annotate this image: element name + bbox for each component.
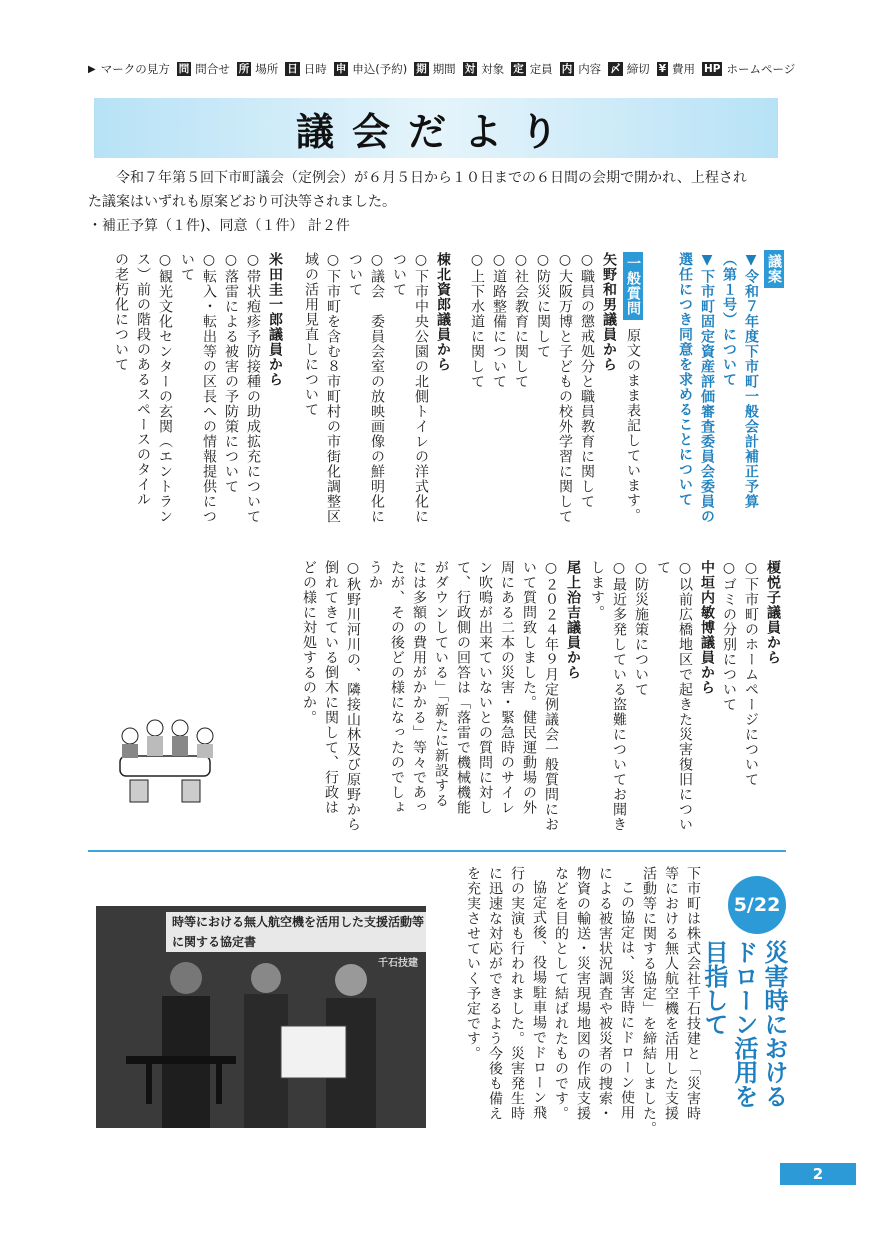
column (682, 866, 704, 1121)
question-item: ○下市中央公園の北側トイレの洋式化に (413, 252, 429, 524)
column (242, 252, 264, 524)
question-item: ○秋野川河川の、隣接山林及び原野から (345, 560, 361, 832)
question-item: ○上下水道に関して (469, 252, 485, 389)
section-divider (88, 850, 786, 852)
question-item: ○２０２４年９月定例議会一般質問にお (543, 560, 559, 832)
question-item: ○以前広橋地区で起きた災害復旧につい (677, 560, 693, 832)
headline-column (700, 940, 728, 1036)
question-item: ○防災に関して (535, 252, 551, 359)
meeting-illustration (100, 706, 230, 810)
column (110, 252, 132, 372)
column (220, 252, 242, 494)
headline: 目指して (700, 940, 728, 1036)
column (198, 252, 220, 524)
body-line: 協定式後、役場駐車場でドローン飛 (531, 880, 547, 1120)
legend-label: 期間 (432, 62, 456, 76)
title-band (94, 98, 778, 158)
legend-label: 申込(予約) (352, 62, 408, 76)
headline-column (730, 940, 758, 1108)
legend-label: 内容 (578, 62, 602, 76)
column (344, 252, 366, 297)
speaker-name: 矢野和男議員から (601, 252, 617, 372)
bill-title: 選任につき同意を求めることについて (677, 252, 693, 507)
photo-company-label: 千石技建 (378, 958, 418, 969)
speaker-name: 米田圭一郎議員から (267, 252, 283, 387)
column (652, 560, 674, 575)
column (154, 252, 176, 524)
question-item: ○防災施策について (633, 560, 649, 697)
column (696, 560, 718, 695)
column (674, 560, 696, 832)
column (432, 252, 454, 372)
question-item: します。 (589, 560, 605, 620)
question-item: がダウンしている」「新たに新設する (433, 560, 449, 808)
column (506, 866, 528, 1121)
question-item: どの様に対処するのか。 (301, 560, 317, 725)
ippan-note: 原文のまま表記しています。 (625, 328, 641, 523)
column (510, 252, 532, 389)
bill-title: ▼令和７年度下市町一般会計補正予算 (743, 252, 759, 509)
speaker-name: 中垣内敏博議員から (699, 560, 715, 695)
column (410, 252, 432, 524)
column (660, 866, 682, 1121)
column (484, 866, 506, 1121)
speaker-name: 梀北資郎議員から (435, 252, 451, 372)
legend-mark: 申 (335, 63, 347, 75)
column (638, 866, 660, 1136)
question-item: ン吹鳴が出来ていないとの質問に対し (477, 560, 493, 815)
question-item: には多額の費用がかかる」等々であっ (411, 560, 427, 815)
question-item: 周にある二本の災害・緊急時のサイレ (499, 560, 515, 815)
bill-title: ▼下市町固定資産評価審査委員会委員の (699, 252, 715, 524)
column (594, 866, 616, 1121)
legend-label: 対象 (481, 62, 505, 76)
body-line: 活動等に関する協定」を締結しました。 (641, 866, 657, 1136)
question-item: ○帯状疱疹予防接種の助成拡充について (245, 252, 261, 524)
column (576, 252, 598, 509)
column (386, 560, 408, 815)
column (474, 560, 496, 815)
body-line: を充実させていく予定です。 (465, 866, 481, 1061)
legend-label: 場所 (255, 62, 279, 76)
column (320, 560, 342, 815)
body-line: 行の実演も行われました。災害発生時 (509, 866, 525, 1121)
question-item: ついて (391, 252, 407, 297)
question-item: ○最近多発している盗難についてお聞き (611, 560, 627, 832)
column (532, 252, 554, 359)
date-badge: 5/22 (728, 876, 786, 934)
question-item: ○落雷による被害の予防策について (223, 252, 239, 494)
question-item: ○転入・転出等の区長への情報提供につ (201, 252, 217, 524)
headline: ドローン活用を (730, 940, 758, 1108)
legend-lead: マークの見方 (100, 62, 170, 76)
question-item: て (655, 560, 671, 575)
question-item: ○ゴミの分別について (721, 560, 737, 712)
column (528, 880, 550, 1120)
legend-mark: 所 (238, 63, 250, 75)
column (616, 880, 638, 1120)
column (366, 252, 388, 524)
body-line: 物資の輸送・災害現場地図の作成支援 (575, 866, 591, 1121)
column (718, 252, 740, 387)
question-item: ついて (347, 252, 363, 297)
column (572, 866, 594, 1121)
intro-text (88, 166, 788, 238)
body-line: 等における無人航空機を活用した支援 (663, 866, 679, 1121)
column (388, 252, 410, 297)
column (762, 560, 784, 665)
question-item: ○観光文化センターの玄関（エントラン (157, 252, 173, 524)
column (622, 252, 644, 523)
column (462, 866, 484, 1061)
column (540, 560, 562, 832)
column (598, 252, 620, 372)
body-line: などを目的として結ばれたものです。 (553, 866, 569, 1121)
column (298, 560, 320, 725)
column (264, 252, 286, 387)
column (630, 560, 652, 697)
column (674, 252, 696, 507)
question-item: 域の活用見直しについて (303, 252, 319, 417)
column (586, 560, 608, 620)
column (452, 560, 474, 815)
triangle-right-icon: ▶ (88, 63, 96, 75)
body-line: この協定は、災害時にドローン使用 (619, 880, 635, 1120)
column (364, 560, 386, 590)
body-line: に迅速な対応ができるよう今後も備え (487, 866, 503, 1121)
column (718, 560, 740, 712)
column (408, 560, 430, 815)
gian-label-column (763, 250, 785, 288)
intro-line: た議案はいずれも原案どおり可決等されました。 (88, 194, 396, 210)
column (132, 252, 154, 507)
question-item: ○大阪万博と子どもの校外学習に関して (557, 252, 573, 524)
speaker-name: 榎悦子議員から (765, 560, 781, 665)
bill-title: （第１号）について (721, 252, 737, 387)
question-item: ○議会 委員会室の放映画像の鮮明化に (369, 252, 385, 524)
question-item: たが、その後どの様になったのでしょ (389, 560, 405, 815)
question-item: の老朽化について (113, 252, 129, 372)
column (488, 252, 510, 389)
legend-label: 日時 (303, 62, 327, 76)
question-item: ○下市町のホームページについて (743, 560, 759, 787)
headline-column (760, 940, 788, 1108)
agreement-photo (96, 906, 426, 1128)
question-item: て、行政側の回答は「落雷で機械機能 (455, 560, 471, 815)
body-line: による被害状況調査や被災者の捜索・ (597, 866, 613, 1121)
column (430, 560, 452, 808)
question-item: ス）前の階段のあるスペースのタイル (135, 252, 151, 507)
column (496, 560, 518, 815)
legend-mark: 問 (178, 63, 190, 75)
legend-mark: ¥ (658, 63, 666, 75)
legend-mark: 対 (464, 63, 476, 75)
column (300, 252, 322, 417)
page-number: 2 (780, 1163, 856, 1185)
legend-mark: 内 (561, 63, 573, 75)
legend-mark: 日 (287, 63, 298, 75)
question-item: うか (367, 560, 383, 590)
question-item: ○下市町を含む８市町村の市街化調整区 (325, 252, 341, 524)
headline: 災害時における (760, 940, 788, 1108)
legend-label: 費用 (672, 62, 695, 76)
column (550, 866, 572, 1121)
question-item: いて (179, 252, 195, 282)
column (696, 252, 718, 524)
column (554, 252, 576, 524)
column (518, 560, 540, 815)
legend-mark: 定 (513, 63, 524, 75)
column (740, 560, 762, 787)
ippan-label: 一般質問 (623, 252, 643, 320)
people-silhouettes (96, 906, 426, 1128)
question-item: ○社会教育に関して (513, 252, 529, 389)
legend-mark: HP (704, 63, 721, 75)
column (466, 252, 488, 389)
column (740, 252, 762, 509)
legend-mark: 〆 (610, 63, 621, 75)
page-title: 議会だより (295, 108, 576, 154)
intro-line: ・補正予算（１件)、同意（１件） 計２件 (88, 218, 350, 234)
question-item: ○職員の懲戒処分と職員教育に関して (579, 252, 595, 509)
legend-label: ホームページ (726, 62, 796, 76)
column (342, 560, 364, 832)
legend-label: 問合せ (195, 62, 230, 76)
legend-label: 締切 (626, 62, 650, 76)
legend-label: 定員 (529, 62, 553, 76)
column (608, 560, 630, 832)
legend-mark: 期 (416, 63, 427, 75)
column (322, 252, 344, 524)
intro-line: 令和７年第５回下市町議会（定例会）が６月５日から１０日までの６日間の会期で開かれ、上程され (116, 170, 747, 186)
column (176, 252, 198, 282)
question-item: ○道路整備について (491, 252, 507, 389)
speaker-name: 尾上治吉議員から (565, 560, 581, 680)
body-line: 下市町は株式会社千石技建と「災害時 (685, 866, 701, 1121)
mark-legend (88, 58, 808, 80)
gian-label: 議案 (764, 250, 784, 288)
question-item: いて質問致しました。健民運動場の外 (521, 560, 537, 815)
question-item: 倒れてきている倒木に関して、行政は (323, 560, 339, 815)
column (562, 560, 584, 680)
photo-banner: 時等における無人航空機を活用した支援活動等に関する協定書 (166, 912, 426, 952)
